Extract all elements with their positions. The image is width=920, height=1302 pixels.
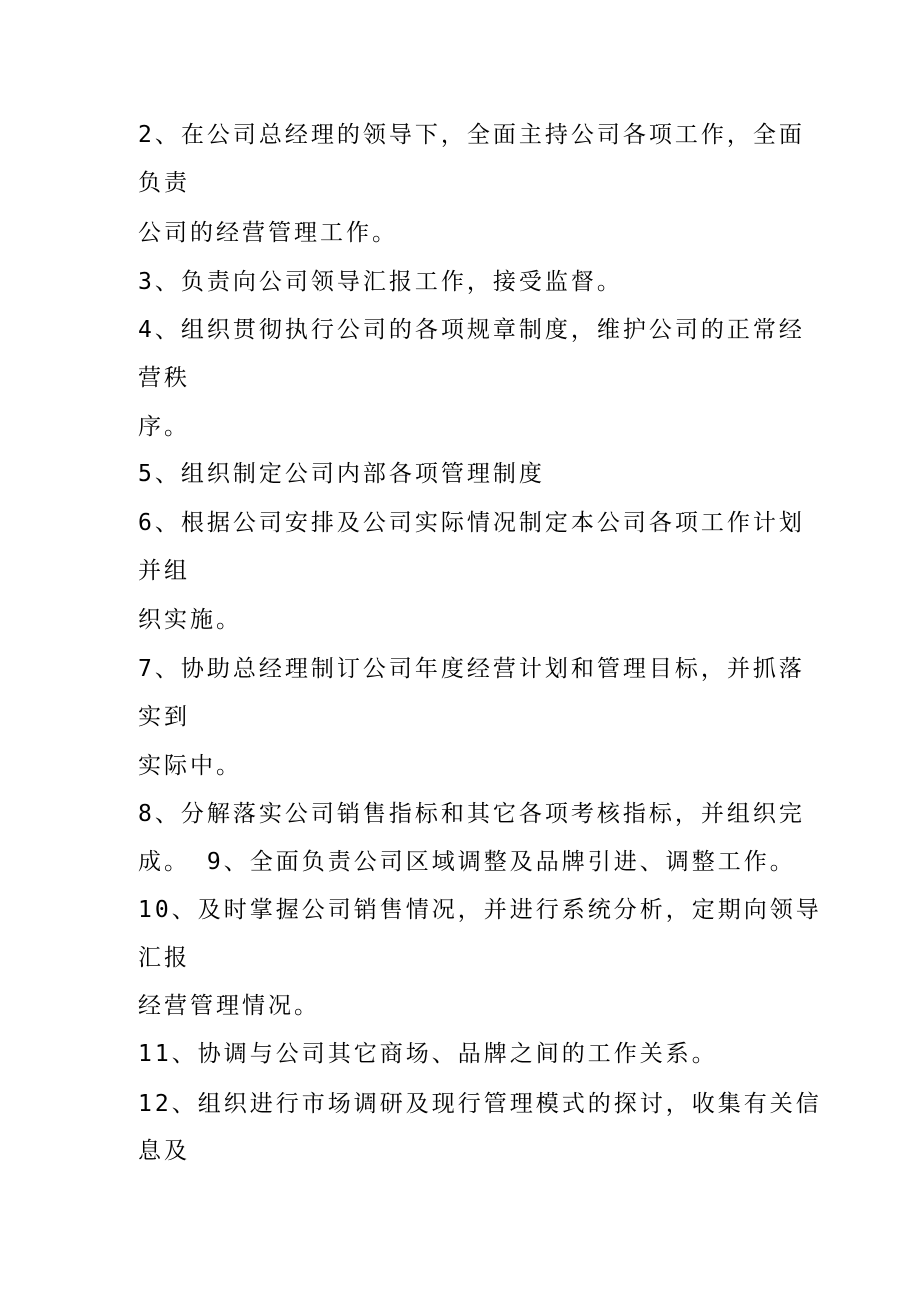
text-line: 成。 9、全面负责公司区域调整及品牌引进、调整工作。 <box>138 849 796 875</box>
text-line: 8、分解落实公司销售指标和其它各项考核指标，并组织完 <box>138 801 805 827</box>
text-line: 7、协助总经理制订公司年度经营计划和管理目标，并抓落 <box>138 656 805 682</box>
text-line: 序。 <box>138 414 190 440</box>
text-line: 公司的经营管理工作。 <box>138 220 398 246</box>
text-line: 经营管理情况。 <box>138 993 320 1019</box>
text-line: 11、协调与公司其它商场、品牌之间的工作关系。 <box>138 1041 718 1067</box>
text-line: 实到 <box>138 704 190 730</box>
text-line: 3、负责向公司领导汇报工作，接受监督。 <box>138 269 623 295</box>
text-line: 4、组织贯彻执行公司的各项规章制度，维护公司的正常经 <box>138 317 805 343</box>
text-line: 10、及时掌握公司销售情况，并进行系统分析，定期向领导 <box>138 897 822 923</box>
text-line: 负责 <box>138 170 190 196</box>
text-line: 织实施。 <box>138 607 242 633</box>
text-line: 息及 <box>138 1138 190 1164</box>
text-line: 6、根据公司安排及公司实际情况制定本公司各项工作计划 <box>138 510 805 536</box>
text-line: 12、组织进行市场调研及现行管理模式的探讨，收集有关信 <box>138 1091 822 1117</box>
text-line: 2、在公司总经理的领导下，全面主持公司各项工作，全面 <box>138 122 805 148</box>
text-line: 营秩 <box>138 365 190 391</box>
text-line: 5、组织制定公司内部各项管理制度 <box>138 461 545 487</box>
text-line: 并组 <box>138 558 190 584</box>
text-line: 实际中。 <box>138 753 242 779</box>
text-line: 汇报 <box>138 945 190 971</box>
